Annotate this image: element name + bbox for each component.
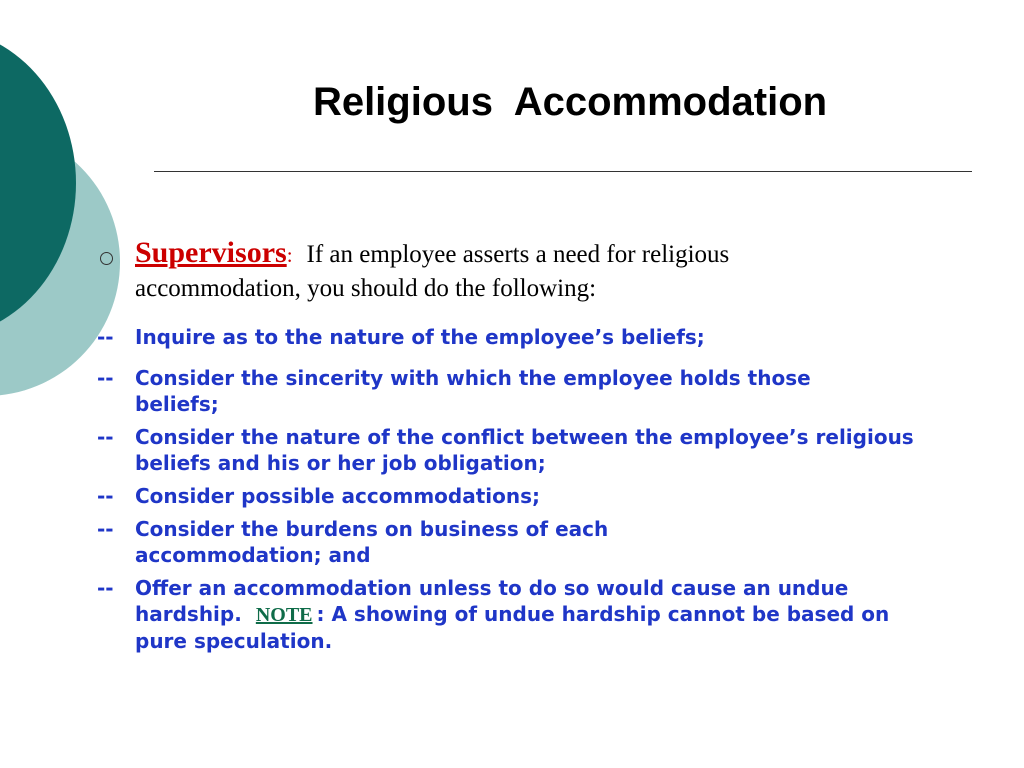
- list-item-text: Consider the sincerity with which the employee holds those beliefs;: [135, 366, 811, 416]
- intro-paragraph: [135, 236, 895, 305]
- list-item-text: Inquire as to the nature of the employee’s beliefs;: [135, 325, 705, 349]
- title-divider: [154, 171, 972, 172]
- list-dash: --: [97, 325, 114, 349]
- list-item: [97, 575, 947, 654]
- slide-title: Religious Accommodation: [312, 80, 828, 124]
- list-item-text: Consider possible accommodations;: [135, 484, 541, 508]
- list-item: [97, 424, 947, 476]
- list-item-text: Consider the burdens on business of each accommodation; and: [135, 517, 609, 567]
- hollow-circle-bullet-icon: [100, 252, 113, 265]
- list-item: [97, 324, 947, 350]
- list-item-text-before-note: Offer an accommodation unless to do so would cause an undue hardship.: [135, 576, 849, 626]
- list-item-text-after-note: : A showing of undue hardship cannot be based on pure speculation.: [135, 602, 890, 653]
- list-dash: --: [97, 484, 114, 508]
- list-item: [97, 516, 947, 568]
- list-item: [97, 483, 947, 509]
- list-dash: --: [97, 366, 114, 390]
- list-dash: --: [97, 425, 114, 449]
- list-item: [97, 365, 947, 417]
- list-dash: --: [97, 517, 114, 541]
- supervisors-colon: :: [286, 243, 293, 267]
- list-item-text: Consider the nature of the conflict between the employee’s religious beliefs and his or her job obligation;: [135, 425, 914, 475]
- intro-text-line-2: accommodation, you should do the following:: [135, 275, 597, 302]
- action-list: [97, 324, 947, 654]
- note-label: NOTE: [255, 604, 313, 626]
- list-item-text: [135, 575, 925, 654]
- intro-text-line-1: If an employee asserts a need for religious: [306, 241, 730, 268]
- list-dash: --: [97, 576, 114, 600]
- supervisors-heading: Supervisors: [135, 236, 287, 269]
